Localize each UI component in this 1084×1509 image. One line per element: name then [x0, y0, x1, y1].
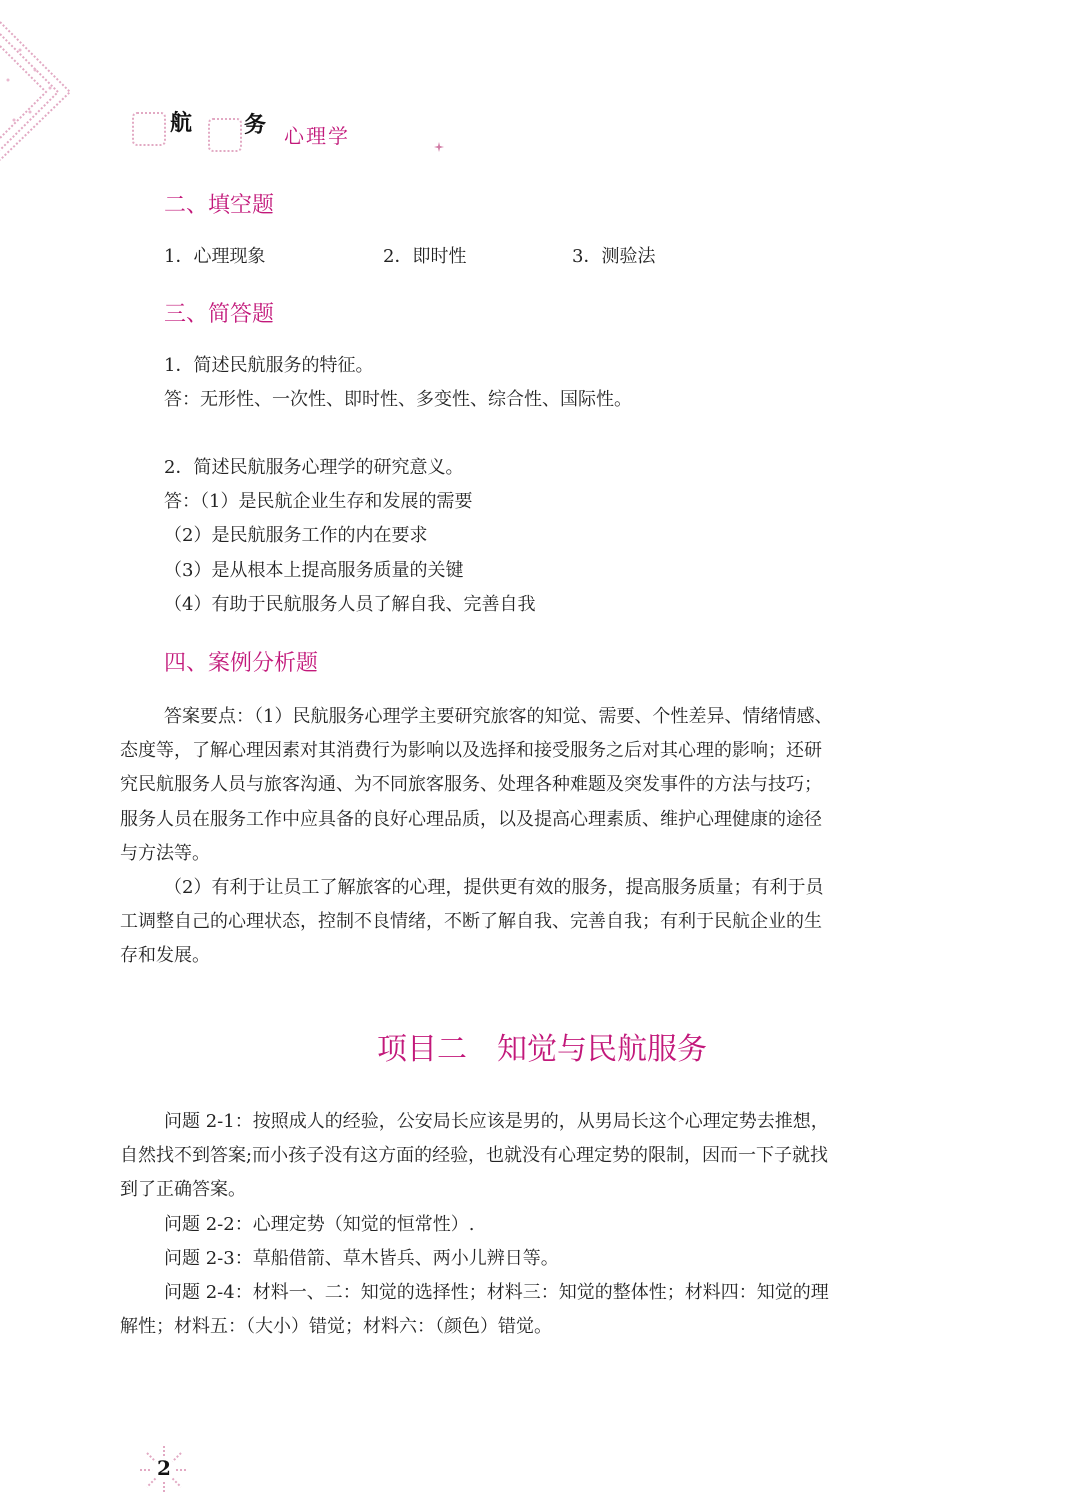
header-subtitle: 心理学 [284, 124, 350, 148]
answer-2-line-3: （3）是从根本上提高服务质量的关键 [164, 560, 464, 581]
page-number-badge [136, 1442, 192, 1498]
case-line-4: 服务人员在服务工作中应具备的良好心理品质，以及提高心理素质、维护心理健康的途径 [120, 809, 822, 830]
header-box-1 [132, 112, 166, 146]
chapter-line-6: 问题 2-4：材料一、二：知觉的选择性；材料三：知觉的整体性；材料四：知觉的理 [164, 1282, 829, 1303]
chapter-line-7: 解性；材料五：（大小）错觉；材料六：（颜色）错觉。 [120, 1316, 552, 1337]
star-ornament-icon [434, 142, 444, 152]
question-1: 1．简述民航服务的特征。 [164, 355, 374, 376]
chapter-title: 项目二 知觉与民航服务 [377, 1032, 707, 1067]
case-line-6: （2）有利于让员工了解旅客的心理，提供更有效的服务，提高服务质量；有利于员 [164, 877, 824, 898]
section-title-fill-blank: 二、填空题 [164, 193, 275, 218]
case-line-5: 与方法等。 [120, 843, 210, 864]
chapter-line-4: 问题 2-2：心理定势（知觉的恒常性）. [164, 1214, 475, 1235]
case-line-2: 态度等，了解心理因素对其消费行为影响以及选择和接受服务之后对其心理的影响；还研 [120, 740, 822, 761]
case-line-1: 答案要点：（1）民航服务心理学主要研究旅客的知觉、需要、个性差异、情绪情感、 [164, 706, 833, 727]
chapter-line-1: 问题 2-1：按照成人的经验，公安局长应该是男的，从男局长这个心理定势去推想， [164, 1111, 829, 1132]
chapter-line-2: 自然找不到答案;而小孩子没有这方面的经验，也就没有心理定势的限制，因而一下子就找 [120, 1145, 829, 1166]
case-line-7: 工调整自己的心理状态，控制不良情绪，不断了解自我、完善自我；有利于民航企业的生 [120, 911, 822, 932]
page-number: 2 [157, 1456, 171, 1480]
header-char-2: 务 [244, 113, 267, 138]
section-title-case-analysis: 四、案例分析题 [164, 651, 319, 676]
case-line-3: 究民航服务人员与旅客沟通、为不同旅客服务、处理各种难题及突发事件的方法与技巧； [120, 774, 822, 795]
case-line-8: 存和发展。 [120, 945, 210, 966]
answer-2-line-4: （4）有助于民航服务人员了解自我、完善自我 [164, 594, 536, 615]
header-char-1: 航 [170, 111, 193, 136]
answer-item-3: 3．测验法 [572, 246, 656, 267]
section-title-short-answer: 三、简答题 [164, 302, 275, 327]
answer-item-2: 2．即时性 [383, 246, 467, 267]
answer-2-line-1: 答：（1）是民航企业生存和发展的需要 [164, 491, 473, 512]
question-2: 2．简述民航服务心理学的研究意义。 [164, 457, 464, 478]
header-box-2 [208, 118, 242, 152]
corner-decoration [0, 0, 90, 170]
chapter-line-5: 问题 2-3：草船借箭、草木皆兵、两小儿辨日等。 [164, 1248, 559, 1269]
chapter-line-3: 到了正确答案。 [120, 1179, 246, 1200]
answer-2-line-2: （2）是民航服务工作的内在要求 [164, 525, 428, 546]
answer-1: 答：无形性、一次性、即时性、多变性、综合性、国际性。 [164, 389, 632, 410]
answer-item-1: 1．心理现象 [164, 246, 266, 267]
